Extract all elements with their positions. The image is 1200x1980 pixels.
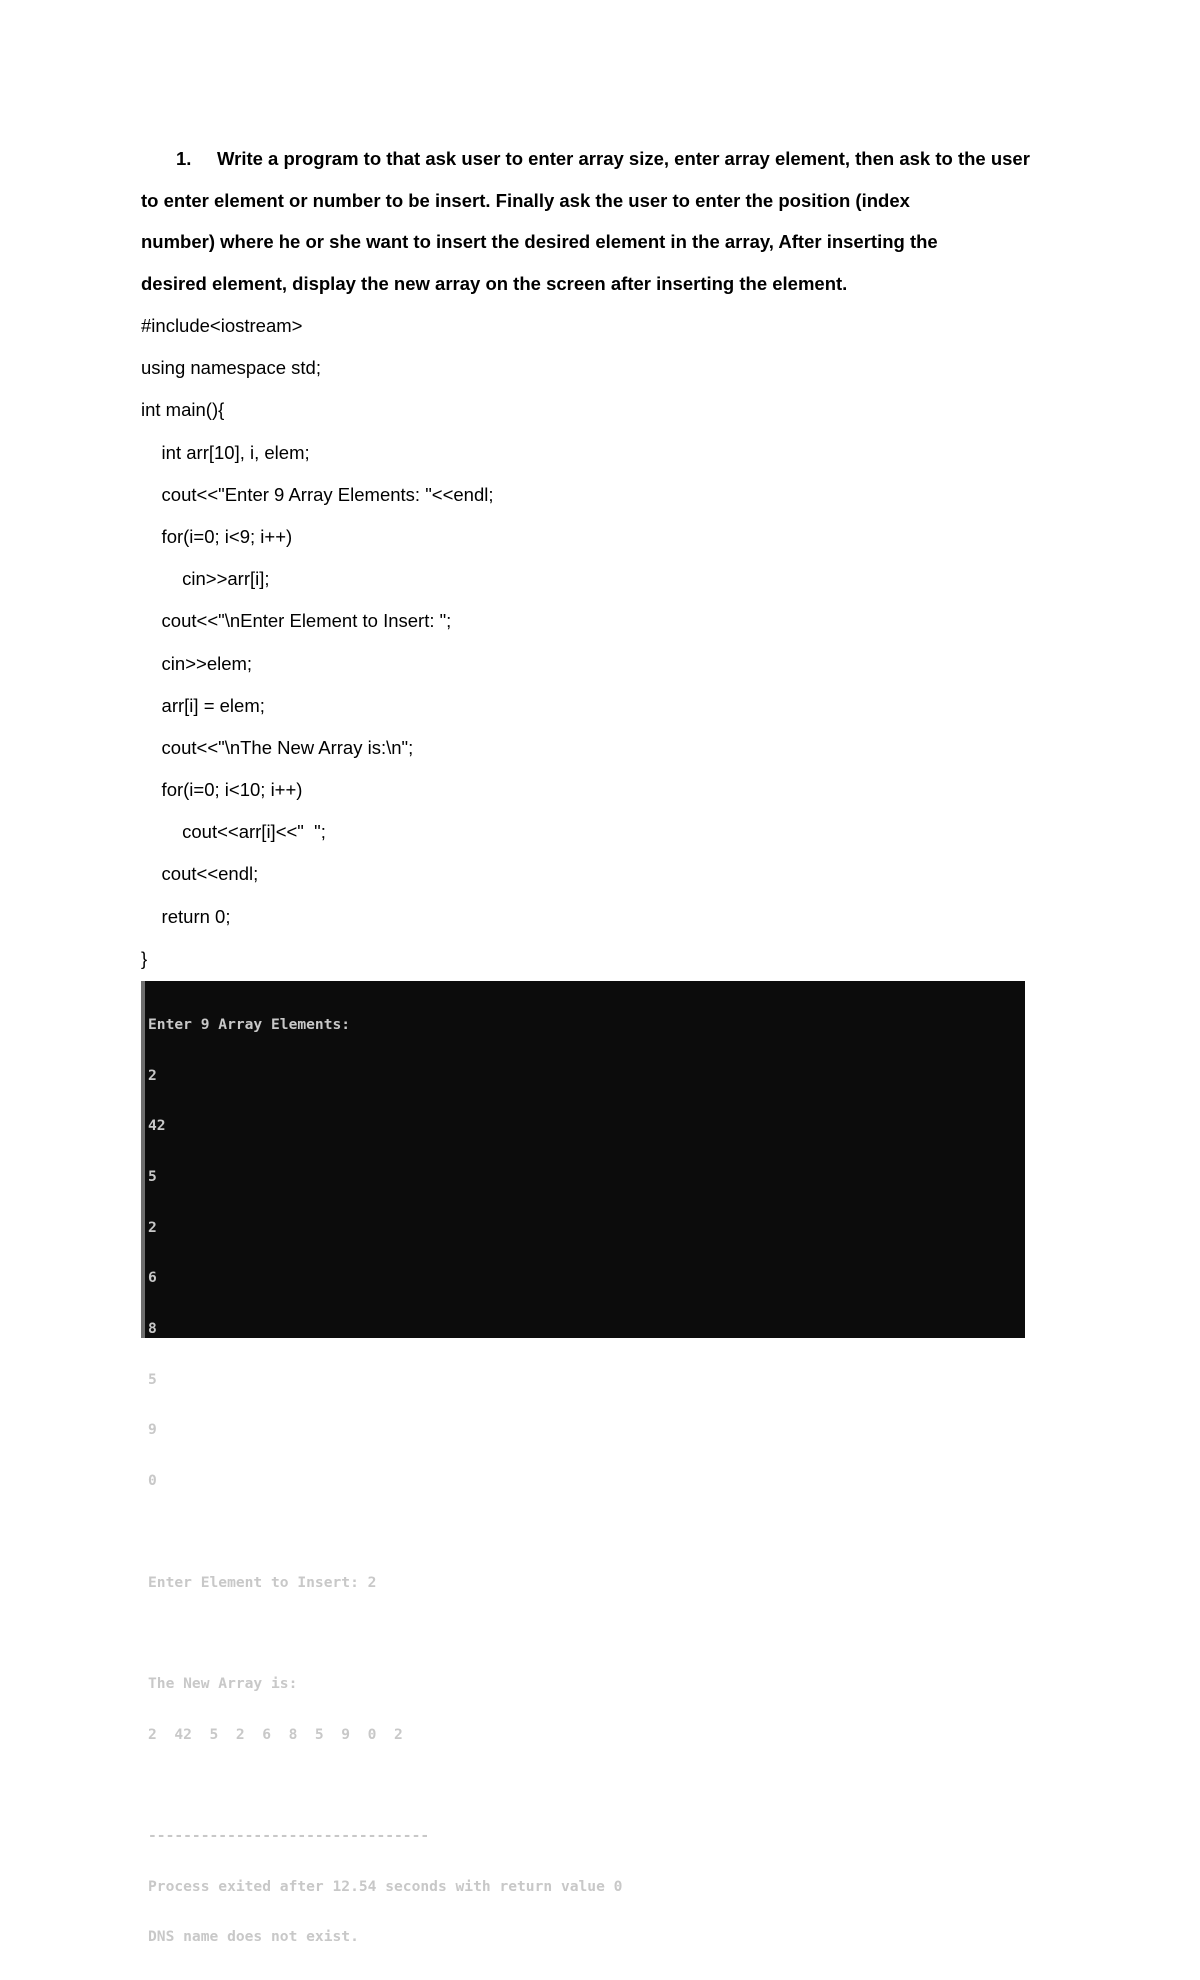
- question-block: [141, 138, 1061, 304]
- code-line: }: [141, 947, 148, 969]
- code-line: cout<<"Enter 9 Array Elements: "<<endl;: [141, 483, 494, 505]
- code-line: int arr[10], i, elem;: [141, 441, 310, 463]
- code-line: cout<<arr[i]<<" ";: [141, 821, 326, 843]
- console-line: Enter 9 Array Elements:: [148, 1015, 351, 1033]
- code-line: cin>>elem;: [141, 652, 253, 674]
- question-text-line: Write a program to that ask user to enter array size, enter array element, then ask to the user: [217, 148, 1030, 169]
- console-line: 2: [148, 1066, 157, 1084]
- code-line: cout<<"\nEnter Element to Insert: ";: [141, 610, 452, 632]
- code-line: cout<<endl;: [141, 863, 259, 885]
- console-line: The New Array is:: [148, 1674, 298, 1692]
- code-line: for(i=0; i<10; i++): [141, 779, 303, 801]
- question-line-4: desired element, display the new array on the screen after inserting the element.: [141, 272, 848, 294]
- question-line-1: [141, 138, 1061, 180]
- console-line: 2 42 5 2 6 8 5 9 0 2: [148, 1725, 403, 1743]
- code-line: using namespace std;: [141, 357, 321, 379]
- code-line: #include<iostream>: [141, 315, 303, 336]
- console-line: 6: [148, 1269, 157, 1287]
- code-line: arr[i] = elem;: [141, 694, 265, 716]
- question-number: 1.: [176, 148, 192, 169]
- code-line: int main(){: [141, 399, 225, 421]
- console-line: [148, 1524, 622, 1541]
- code-line: cout<<"\nThe New Array is:\n";: [141, 736, 414, 758]
- code-listing: [141, 305, 1041, 980]
- console-line: DNS name does not exist.: [148, 1928, 359, 1946]
- code-line: for(i=0; i<9; i++): [141, 525, 293, 547]
- console-line: 8: [148, 1320, 157, 1338]
- console-text: [148, 983, 622, 1980]
- console-line: [148, 1625, 622, 1642]
- console-line: 2: [148, 1218, 157, 1236]
- code-line: cin>>arr[i];: [141, 568, 270, 590]
- console-line: [148, 1777, 622, 1794]
- question-line-2: to enter element or number to be insert. Finally ask the user to enter the position (index: [141, 189, 910, 211]
- code-line: return 0;: [141, 905, 231, 927]
- console-line: 5: [148, 1370, 157, 1388]
- console-output-screenshot: [141, 981, 1025, 1946]
- console-line: 5: [148, 1167, 157, 1185]
- console-line: Process exited after 12.54 seconds with return value 0: [148, 1877, 623, 1895]
- console-line: 0: [148, 1472, 157, 1490]
- question-line-3: number) where he or she want to insert the desired element in the array, After inserting the: [141, 231, 938, 253]
- console-line: --------------------------------: [148, 1827, 430, 1845]
- console-line: 9: [148, 1421, 157, 1439]
- console-line: Enter Element to Insert: 2: [148, 1573, 377, 1591]
- console-line: 42: [148, 1117, 166, 1135]
